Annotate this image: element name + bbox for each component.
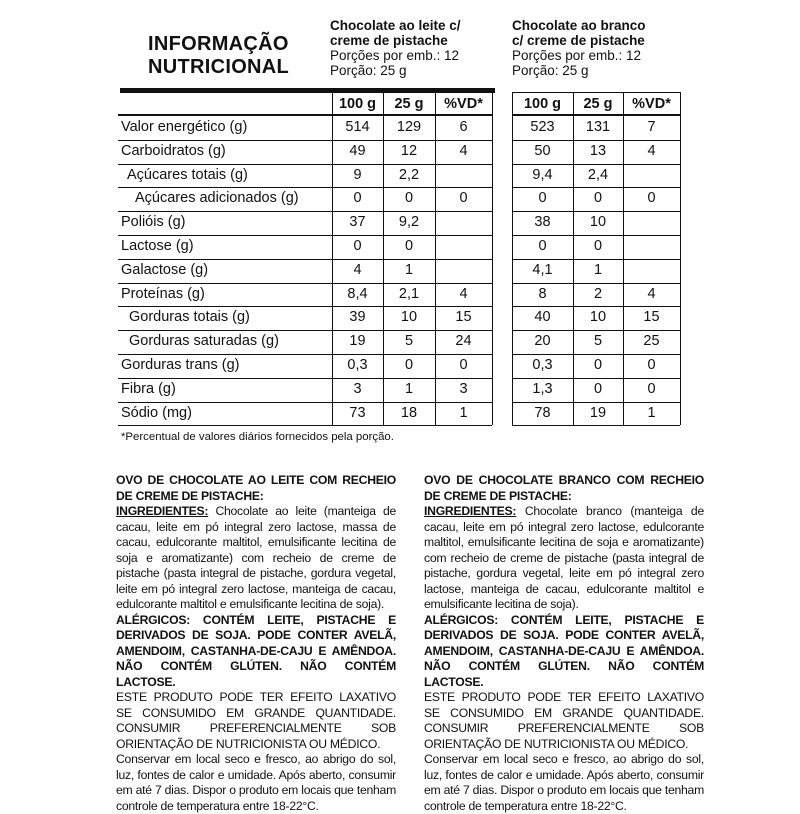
row-label: Gorduras trans (g) bbox=[121, 357, 240, 373]
ingredients-block bbox=[116, 504, 396, 613]
serving-size: Porção: 25 g bbox=[512, 63, 589, 78]
column-header-b-0: 100 g bbox=[523, 96, 562, 112]
row-value-b-1: 5 bbox=[593, 333, 603, 350]
laxative-warning: ESTE PRODUTO PODE TER EFEITO LAXATIVO SE CONSUMIDO EM GRANDE QUANTIDADE. CONSUMIR PREFERENCIALMENTE SOB ORIENTAÇÃO DE NUTRICIONISTA OU MÉDICO. bbox=[424, 690, 704, 751]
row-value-b-0: 8 bbox=[538, 285, 547, 302]
row-value-b-0: 0 bbox=[538, 238, 547, 254]
row-label: Gorduras saturadas (g) bbox=[129, 333, 279, 350]
row-value-b-1: 0 bbox=[593, 190, 603, 207]
ingredients-block bbox=[424, 504, 704, 613]
row-value-a-1: 2,2 bbox=[398, 166, 420, 183]
title-line-1: INFORMAÇÃO bbox=[148, 33, 289, 55]
product-name-line-1: Chocolate ao leite c/ bbox=[330, 18, 461, 33]
column-divider bbox=[383, 92, 384, 425]
row-label: Polióis (g) bbox=[121, 214, 186, 231]
row-value-b-1: 19 bbox=[589, 404, 607, 421]
row-value-b-0: 20 bbox=[534, 333, 551, 350]
row-value-b-0: 0 bbox=[538, 190, 547, 207]
row-value-a-1: 1 bbox=[404, 261, 414, 278]
row-value-a-0: 3 bbox=[353, 380, 362, 397]
description-milk bbox=[116, 473, 396, 814]
row-value-b-2: 4 bbox=[647, 285, 656, 302]
column-divider bbox=[332, 92, 333, 425]
row-value-b-0: 0,3 bbox=[532, 357, 553, 373]
row-value-a-1: 0 bbox=[404, 357, 414, 373]
row-label: Proteínas (g) bbox=[121, 285, 205, 302]
row-value-a-0: 73 bbox=[349, 404, 366, 421]
column-divider bbox=[573, 92, 574, 425]
row-value-a-2: 24 bbox=[455, 333, 472, 350]
header-top-rule bbox=[512, 92, 680, 93]
column-header-a-1: 25 g bbox=[394, 96, 424, 112]
row-value-a-1: 129 bbox=[396, 119, 422, 135]
row-value-a-2: 1 bbox=[459, 404, 468, 421]
row-value-a-1: 18 bbox=[400, 404, 418, 421]
row-divider bbox=[512, 425, 680, 426]
row-value-b-1: 0 bbox=[593, 380, 603, 397]
row-value-a-1: 9,2 bbox=[398, 214, 420, 231]
servings-per-package: Porções por emb.: 12 bbox=[330, 48, 460, 63]
title-line-2: NUTRICIONAL bbox=[148, 56, 290, 78]
ingredients-text: Chocolate ao leite (manteiga de cacau, leite em pó integral zero lactose, massa de cacau, edulcorante maltitol, emulsificante lecitina de soja e aromatizante) com recheio de creme de pistache (pasta integral de pistache, gordura vegetal, leite em pó integral zero lactose, manteiga de cacau, edulcorante maltitol e emulsificante lecitina de soja). bbox=[116, 504, 397, 611]
row-value-a-0: 9 bbox=[353, 166, 362, 183]
row-value-b-2: 4 bbox=[647, 142, 656, 159]
row-value-a-0: 49 bbox=[349, 142, 366, 159]
product-name-line-1: Chocolate ao branco bbox=[512, 18, 646, 33]
column-header-a-0: 100 g bbox=[338, 96, 377, 112]
row-value-b-2: 25 bbox=[643, 333, 660, 350]
row-label: Açúcares totais (g) bbox=[127, 166, 248, 183]
row-value-b-1: 0 bbox=[593, 357, 603, 373]
row-label: Valor energético (g) bbox=[121, 119, 248, 135]
description-heading: OVO DE CHOCOLATE AO LEITE COM RECHEIO DE CREME DE PISTACHE: bbox=[116, 473, 396, 503]
column-header-a-2: %VD* bbox=[444, 96, 483, 112]
row-value-a-1: 0 bbox=[404, 238, 414, 254]
laxative-warning: ESTE PRODUTO PODE TER EFEITO LAXATIVO SE CONSUMIDO EM GRANDE QUANTIDADE. CONSUMIR PREFERENCIALMENTE SOB ORIENTAÇÃO DE NUTRICIONISTA OU MÉDICO. bbox=[116, 690, 396, 751]
allergens-text: ALÉRGICOS: CONTÉM LEITE, PISTACHE E DERIVADOS DE SOJA. PODE CONTER AVELÃ, AMENDOIM, CASTANHA-DE-CAJU E AMÊNDOA. NÃO CONTÉM GLÚTEN. NÃO CONTÉM LACTOSE. bbox=[116, 612, 396, 689]
row-value-a-2: 6 bbox=[459, 119, 468, 135]
row-value-b-0: 4,1 bbox=[532, 261, 553, 278]
product-name-line-2: c/ creme de pistache bbox=[512, 33, 645, 48]
row-value-b-2: 7 bbox=[647, 119, 656, 135]
row-value-a-2: 4 bbox=[459, 285, 468, 302]
storage-text: Conservar em local seco e fresco, ao abrigo do sol, luz, fontes de calor e umidade. Após aberto, consumir em até 7 dias. Dispor o produto em locais que tenham controle de temperatura entre 18-22°C. bbox=[116, 752, 396, 813]
row-value-a-1: 1 bbox=[404, 380, 414, 397]
row-value-b-0: 523 bbox=[530, 119, 555, 135]
ingredients-label: INGREDIENTES: bbox=[424, 504, 517, 518]
row-value-b-0: 1,3 bbox=[532, 380, 553, 397]
row-value-a-2: 4 bbox=[459, 142, 468, 159]
row-value-a-1: 10 bbox=[400, 309, 418, 326]
row-label: Carboidratos (g) bbox=[121, 142, 226, 159]
row-value-b-1: 10 bbox=[589, 309, 607, 326]
table-footnote: *Percentual de valores diários fornecidos pela porção. bbox=[121, 431, 394, 443]
row-value-b-1: 2 bbox=[593, 285, 603, 302]
row-label: Açúcares adicionados (g) bbox=[135, 190, 299, 207]
column-divider bbox=[492, 92, 493, 425]
row-value-b-0: 50 bbox=[534, 142, 551, 159]
row-value-a-2: 0 bbox=[459, 357, 468, 373]
row-value-b-0: 40 bbox=[534, 309, 551, 326]
row-value-b-0: 9,4 bbox=[532, 166, 553, 183]
row-label: Sódio (mg) bbox=[121, 404, 192, 421]
row-label: Lactose (g) bbox=[121, 238, 194, 254]
row-value-b-1: 13 bbox=[589, 142, 607, 159]
allergens-text: ALÉRGICOS: CONTÉM LEITE, PISTACHE E DERIVADOS DE SOJA. PODE CONTER AVELÃ, AMENDOIM, CASTANHA-DE-CAJU E AMÊNDOA. NÃO CONTÉM GLÚTEN. NÃO CONTÉM LACTOSE. bbox=[424, 612, 704, 689]
row-value-b-1: 10 bbox=[589, 214, 607, 231]
description-heading: OVO DE CHOCOLATE BRANCO COM RECHEIO DE CREME DE PISTACHE: bbox=[424, 473, 704, 503]
row-value-a-2: 0 bbox=[459, 190, 468, 207]
row-value-b-1: 2,4 bbox=[587, 166, 609, 183]
ingredients-label: INGREDIENTES: bbox=[116, 504, 209, 518]
row-label: Gorduras totais (g) bbox=[129, 309, 250, 326]
row-value-b-0: 78 bbox=[534, 404, 551, 421]
row-value-a-0: 4 bbox=[353, 261, 362, 278]
row-value-b-2: 1 bbox=[647, 404, 656, 421]
description-white bbox=[424, 473, 704, 814]
column-divider bbox=[680, 92, 681, 425]
row-value-b-2: 0 bbox=[647, 190, 656, 207]
column-divider bbox=[512, 92, 513, 425]
header-bottom-rule bbox=[512, 114, 680, 116]
row-value-a-0: 39 bbox=[349, 309, 366, 326]
nutrition-title bbox=[148, 33, 289, 79]
row-value-a-0: 0 bbox=[353, 190, 362, 207]
row-value-b-1: 131 bbox=[585, 119, 611, 135]
row-value-a-0: 37 bbox=[349, 214, 366, 231]
row-divider bbox=[118, 425, 492, 426]
row-value-a-1: 2,1 bbox=[398, 285, 420, 302]
row-value-a-0: 0 bbox=[353, 238, 362, 254]
column-header-b-1: 25 g bbox=[583, 96, 613, 112]
product-header-white bbox=[512, 18, 646, 78]
row-value-a-0: 8,4 bbox=[347, 285, 368, 302]
row-value-b-2: 0 bbox=[647, 357, 656, 373]
ingredients-text: Chocolate branco (manteiga de cacau, leite em pó integral zero lactose, edulcorante maltitol, emulsificante lecitina de soja e aromatizante) com recheio de creme de pistache (pasta integral de pistache, gordura vegetal, leite em pó integral zero lactose, manteiga de cacau, edulcorante maltitol e emulsificante lecitina de soja). bbox=[424, 504, 704, 611]
row-value-a-0: 514 bbox=[345, 119, 370, 135]
column-divider bbox=[623, 92, 624, 425]
row-value-b-0: 38 bbox=[534, 214, 551, 231]
row-value-a-2: 15 bbox=[455, 309, 472, 326]
servings-per-package: Porções por emb.: 12 bbox=[512, 48, 642, 63]
column-divider bbox=[435, 92, 436, 425]
row-value-a-0: 0,3 bbox=[347, 357, 368, 373]
storage-text: Conservar em local seco e fresco, ao abrigo do sol, luz, fontes de calor e umidade. Após aberto, consumir em até 7 dias. Dispor o produto em locais que tenham controle de temperatura entre 18-22°C. bbox=[424, 752, 704, 813]
row-label: Fibra (g) bbox=[121, 380, 176, 397]
column-header-b-2: %VD* bbox=[632, 96, 671, 112]
row-value-b-2: 0 bbox=[647, 380, 656, 397]
serving-size: Porção: 25 g bbox=[330, 63, 407, 78]
row-label: Galactose (g) bbox=[121, 261, 209, 278]
row-value-a-1: 5 bbox=[404, 333, 414, 350]
row-value-b-2: 15 bbox=[643, 309, 660, 326]
row-value-b-1: 1 bbox=[593, 261, 603, 278]
product-header-milk bbox=[330, 18, 461, 78]
row-value-a-1: 0 bbox=[404, 190, 414, 207]
header-top-rule bbox=[332, 92, 492, 93]
row-value-a-0: 19 bbox=[349, 333, 366, 350]
product-name-line-2: creme de pistache bbox=[330, 33, 448, 48]
row-value-b-1: 0 bbox=[593, 238, 603, 254]
row-value-a-2: 3 bbox=[459, 380, 468, 397]
row-value-a-1: 12 bbox=[400, 142, 418, 159]
